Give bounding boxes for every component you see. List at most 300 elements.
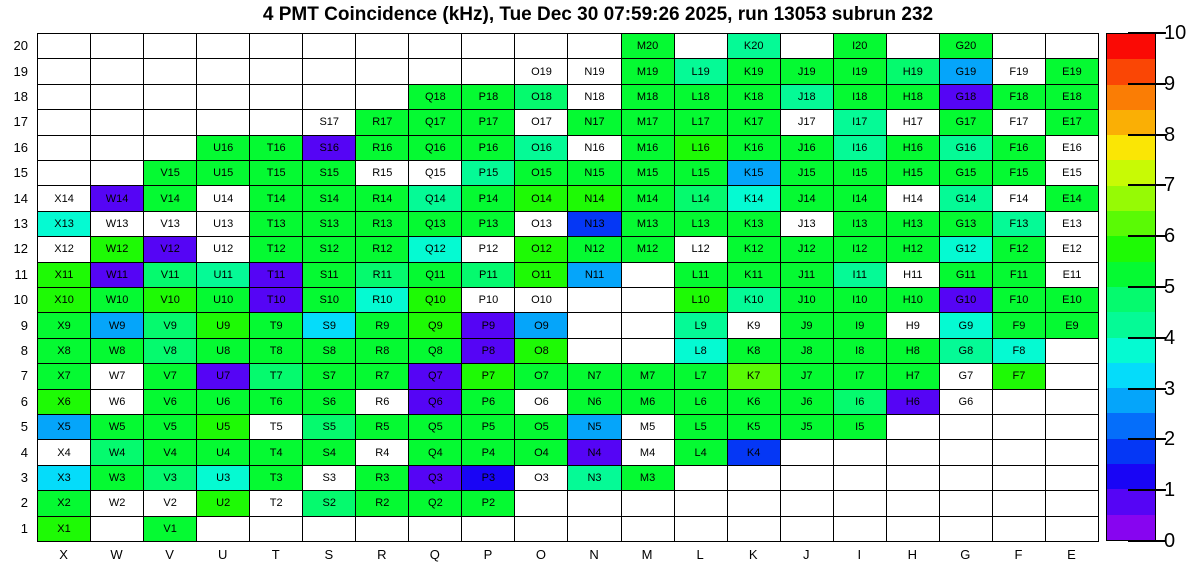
cell-label: M4: [639, 446, 656, 459]
heatmap-cell: [940, 59, 993, 84]
cell-label: Q7: [428, 370, 443, 383]
heatmap-cell: [356, 440, 409, 465]
cell-label: H14: [902, 192, 923, 205]
heatmap-cell: [409, 34, 462, 59]
heatmap-cell: [38, 85, 91, 110]
cell-label: J18: [797, 90, 816, 103]
heatmap-cell: [515, 491, 568, 516]
cell-label: N17: [584, 116, 605, 129]
plot-title: 4 PMT Coincidence (kHz), Tue Dec 30 07:59:26 2025, run 13053 subrun 232: [262, 4, 934, 25]
cell-label: X4: [57, 446, 71, 459]
heatmap-cell: [250, 136, 303, 161]
heatmap-cell: [515, 237, 568, 262]
heatmap-cell: [91, 59, 144, 84]
heatmap-cell: [834, 491, 887, 516]
heatmap-cell: [409, 517, 462, 542]
cell-label: I18: [852, 90, 868, 103]
cell-label: K17: [743, 116, 764, 129]
heatmap-cell: [622, 364, 675, 389]
heatmap-cell: [675, 288, 728, 313]
heatmap-cell: [728, 288, 781, 313]
cell-label: M13: [636, 217, 659, 230]
row-tick-label: 7: [20, 368, 28, 384]
heatmap-cell: [568, 390, 621, 415]
heatmap-cell: [462, 136, 515, 161]
cell-label: S13: [319, 217, 340, 230]
cell-label: J7: [800, 370, 813, 383]
cell-label: J19: [797, 65, 816, 78]
heatmap-cell: [409, 288, 462, 313]
cell-label: P10: [478, 294, 499, 307]
heatmap-cell: [568, 288, 621, 313]
heatmap-cell: [887, 59, 940, 84]
heatmap-cell: [91, 34, 144, 59]
heatmap-cell: [622, 491, 675, 516]
cell-label: W9: [108, 319, 126, 332]
cell-label: S7: [322, 370, 336, 383]
col-tick-label: P: [483, 547, 493, 562]
heatmap-cell: [568, 186, 621, 211]
heatmap-cell: [197, 440, 250, 465]
cell-label: T15: [266, 167, 286, 180]
heatmap-cell: [38, 110, 91, 135]
heatmap-cell: [940, 161, 993, 186]
cell-label: Q8: [428, 344, 443, 357]
cell-label: R17: [372, 116, 393, 129]
col-tick-label: Q: [429, 547, 440, 562]
heatmap-cell: [781, 313, 834, 338]
heatmap-cell: [91, 263, 144, 288]
heatmap-cell: [515, 339, 568, 364]
heatmap-cell: [515, 517, 568, 542]
heatmap-cell: [250, 491, 303, 516]
heatmap-cell: [38, 491, 91, 516]
cell-label: Q13: [424, 217, 446, 230]
heatmap-cell: [303, 59, 356, 84]
cell-label: M14: [636, 192, 659, 205]
cell-label: S15: [319, 167, 340, 180]
heatmap-cell: [622, 517, 675, 542]
cell-label: S2: [322, 497, 336, 510]
colorbar-segment: [1107, 110, 1155, 135]
heatmap-cell: [1046, 34, 1099, 59]
heatmap-cell: [993, 288, 1046, 313]
heatmap-cell: [675, 237, 728, 262]
cell-label: K5: [746, 421, 761, 434]
heatmap-cell: [409, 313, 462, 338]
heatmap-cell: [1046, 212, 1099, 237]
heatmap-cell: [462, 517, 515, 542]
row-tick-label: 4: [20, 444, 28, 460]
cell-label: X9: [57, 319, 71, 332]
cell-label: F11: [1009, 268, 1028, 281]
cell-label: H11: [903, 268, 923, 281]
cell-label: U13: [213, 217, 234, 230]
heatmap-cell: [568, 440, 621, 465]
cell-label: S3: [322, 471, 336, 484]
row-tick-label: 1: [20, 520, 28, 536]
cell-label: L11: [691, 268, 710, 281]
heatmap-cell: [144, 491, 197, 516]
cell-label: O4: [534, 446, 549, 459]
cell-label: S5: [322, 421, 336, 434]
heatmap-cell: [197, 263, 250, 288]
cell-label: J6: [800, 395, 813, 408]
heatmap-cell: [887, 263, 940, 288]
heatmap-cell: [91, 364, 144, 389]
heatmap-cell: [144, 415, 197, 440]
heatmap-cell: [91, 136, 144, 161]
heatmap-cell: [356, 517, 409, 542]
heatmap-cell: [515, 263, 568, 288]
heatmap-cell: [356, 466, 409, 491]
colorbar-tick: [1128, 286, 1166, 288]
cell-label: F9: [1012, 319, 1026, 332]
heatmap-cell: [356, 313, 409, 338]
heatmap-cell: [675, 161, 728, 186]
heatmap-cell: [38, 136, 91, 161]
cell-label: N18: [584, 90, 605, 103]
heatmap-cell: [515, 59, 568, 84]
heatmap-cell: [144, 364, 197, 389]
heatmap-cell: [197, 288, 250, 313]
colorbar-segment: [1107, 439, 1155, 464]
cell-label: S4: [322, 446, 336, 459]
cell-label: U7: [216, 370, 231, 383]
heatmap-cell: [622, 288, 675, 313]
heatmap-cell: [1046, 237, 1099, 262]
row-tick-label: 13: [13, 215, 28, 231]
heatmap-cell: [462, 440, 515, 465]
colorbar-segment: [1107, 236, 1155, 261]
heatmap-cell: [91, 161, 144, 186]
cell-label: G9: [958, 319, 974, 332]
cell-label: O5: [534, 421, 549, 434]
cell-label: P12: [478, 243, 499, 256]
heatmap-cell: [38, 263, 91, 288]
row-tick-label: 8: [20, 342, 28, 358]
cell-label: R14: [372, 192, 393, 205]
cell-label: T5: [269, 421, 283, 434]
cell-label: I5: [855, 421, 865, 434]
heatmap-cell: [887, 186, 940, 211]
heatmap-cell: [91, 466, 144, 491]
cell-label: U10: [213, 294, 234, 307]
cell-label: I20: [852, 40, 868, 53]
heatmap-cell: [887, 415, 940, 440]
heatmap-cell: [781, 364, 834, 389]
cell-label: P15: [478, 167, 499, 180]
cell-label: J10: [797, 294, 816, 307]
cell-label: I7: [855, 370, 865, 383]
cell-label: M15: [636, 167, 659, 180]
cell-label: K7: [746, 370, 761, 383]
cell-label: F7: [1012, 370, 1026, 383]
heatmap-cell: [675, 390, 728, 415]
cell-label: X2: [57, 497, 71, 510]
heatmap-cell: [303, 136, 356, 161]
heatmap-cell: [303, 466, 356, 491]
cell-label: V5: [163, 421, 177, 434]
cell-label: M19: [636, 65, 659, 78]
col-tick-label: F: [1014, 547, 1023, 562]
cell-label: T6: [269, 395, 283, 408]
colorbar-tick-label: 5: [1164, 276, 1176, 298]
heatmap-cell: [356, 491, 409, 516]
heatmap-cell: [144, 390, 197, 415]
cell-label: L16: [691, 141, 710, 154]
cell-label: R15: [372, 167, 393, 180]
heatmap-cell: [993, 339, 1046, 364]
cell-label: O3: [534, 471, 549, 484]
heatmap-cell: [462, 263, 515, 288]
heatmap-cell: [515, 136, 568, 161]
heatmap-cell: [1046, 415, 1099, 440]
colorbar-tick-label: 2: [1164, 428, 1176, 451]
heatmap-cell: [356, 110, 409, 135]
cell-label: N15: [584, 167, 605, 180]
heatmap-cell: [781, 186, 834, 211]
heatmap-cell: [144, 136, 197, 161]
heatmap-cell: [675, 364, 728, 389]
cell-label: O13: [531, 217, 552, 230]
cell-label: K4: [746, 446, 761, 459]
cell-label: X8: [57, 344, 71, 357]
heatmap-cell: [675, 136, 728, 161]
cell-label: L9: [694, 319, 707, 332]
heatmap-cell: [993, 364, 1046, 389]
colorbar-tick-label: 10: [1164, 22, 1187, 44]
cell-label: T8: [269, 344, 283, 357]
cell-label: G14: [955, 192, 977, 205]
heatmap-cell: [993, 415, 1046, 440]
cell-label: O14: [531, 192, 552, 205]
cell-label: W12: [105, 243, 129, 256]
heatmap-cell: [462, 186, 515, 211]
cell-label: J13: [797, 217, 816, 230]
heatmap-cell: [728, 364, 781, 389]
heatmap-cell: [197, 59, 250, 84]
heatmap-cell: [38, 364, 91, 389]
colorbar-tick: [1128, 235, 1166, 237]
cell-label: I19: [852, 65, 868, 78]
colorbar-segment: [1107, 186, 1155, 211]
heatmap-cell: [940, 288, 993, 313]
cell-label: E18: [1062, 90, 1082, 103]
cell-label: J11: [798, 268, 816, 281]
cell-label: K15: [743, 167, 764, 180]
cell-label: I9: [855, 319, 865, 332]
cell-label: V2: [163, 497, 177, 510]
heatmap-cell: [144, 440, 197, 465]
cell-label: V7: [163, 370, 177, 383]
cell-label: L17: [691, 116, 710, 129]
cell-label: J9: [800, 319, 813, 332]
cell-label: F16: [1009, 141, 1029, 154]
heatmap-cell: [303, 263, 356, 288]
heatmap-cell: [1046, 186, 1099, 211]
heatmap-cell: [781, 466, 834, 491]
colorbar-segment: [1107, 211, 1155, 236]
heatmap-cell: [568, 237, 621, 262]
col-tick-label: S: [324, 547, 334, 562]
cell-label: V6: [163, 395, 177, 408]
cell-label: J12: [797, 243, 816, 256]
heatmap-cell: [144, 288, 197, 313]
heatmap-cell: [622, 466, 675, 491]
heatmap-cell: [887, 212, 940, 237]
cell-label: N6: [587, 395, 602, 408]
heatmap-cell: [728, 237, 781, 262]
col-tick-label: X: [59, 547, 68, 562]
heatmap-cell: [515, 313, 568, 338]
cell-label: W2: [108, 497, 126, 510]
cell-label: I14: [852, 192, 868, 205]
heatmap-cell: [144, 110, 197, 135]
cell-label: F8: [1012, 344, 1026, 357]
heatmap-cell: [675, 212, 728, 237]
cell-label: T14: [266, 192, 286, 205]
heatmap-cell: [940, 339, 993, 364]
heatmap-cell: [622, 136, 675, 161]
heatmap-cell: [409, 186, 462, 211]
cell-label: V15: [160, 167, 180, 180]
row-tick-label: 14: [13, 190, 28, 206]
cell-label: J16: [797, 141, 816, 154]
cell-label: W13: [105, 217, 129, 230]
heatmap-cell: [303, 161, 356, 186]
heatmap-cell: [940, 364, 993, 389]
cell-label: T16: [266, 141, 286, 154]
cell-label: W5: [108, 421, 126, 434]
col-tick-label: N: [589, 547, 599, 562]
heatmap-cell: [409, 466, 462, 491]
heatmap-cell: [356, 237, 409, 262]
cell-label: R10: [372, 294, 393, 307]
cell-label: E12: [1062, 243, 1082, 256]
cell-label: U4: [216, 446, 231, 459]
heatmap-cell: [568, 263, 621, 288]
colorbar-tick: [1128, 184, 1166, 186]
heatmap-cell: [250, 263, 303, 288]
cell-label: Q12: [424, 243, 446, 256]
cell-label: S11: [319, 268, 339, 281]
heatmap-cell: [409, 491, 462, 516]
heatmap-cell: [91, 491, 144, 516]
heatmap-cell: [834, 237, 887, 262]
heatmap-cell: [781, 85, 834, 110]
cell-label: T2: [269, 497, 283, 510]
colorbar-segment: [1107, 363, 1155, 388]
cell-label: L8: [694, 344, 707, 357]
row-tick-label: 9: [20, 317, 28, 333]
heatmap-cell: [250, 59, 303, 84]
row-tick-label: 12: [13, 241, 28, 257]
row-tick-label: 17: [13, 114, 28, 130]
cell-label: Q14: [424, 192, 446, 205]
col-tick-label: K: [748, 547, 758, 562]
cell-label: K19: [743, 65, 764, 78]
heatmap-cell: [250, 34, 303, 59]
heatmap-cell: [834, 263, 887, 288]
heatmap-cell: [197, 212, 250, 237]
heatmap-cell: [197, 364, 250, 389]
cell-label: I12: [852, 243, 868, 256]
cell-label: X3: [57, 471, 71, 484]
heatmap-cell: [887, 288, 940, 313]
cell-label: H6: [905, 395, 920, 408]
heatmap-cell: [303, 34, 356, 59]
cell-label: E9: [1065, 319, 1079, 332]
heatmap-cell: [622, 237, 675, 262]
heatmap-cell: [993, 440, 1046, 465]
heatmap-cell: [197, 415, 250, 440]
heatmap-cell: [1046, 136, 1099, 161]
colorbar-tick: [1128, 134, 1166, 136]
heatmap-cell: [409, 85, 462, 110]
heatmap-cell: [515, 364, 568, 389]
colorbar-tick: [1128, 83, 1166, 85]
cell-label: V4: [163, 446, 177, 459]
cell-label: N14: [584, 192, 605, 205]
cell-label: U12: [213, 243, 234, 256]
heatmap-cell: [197, 186, 250, 211]
heatmap-cell: [515, 415, 568, 440]
heatmap-cell: [409, 59, 462, 84]
heatmap-cell: [568, 59, 621, 84]
cell-label: P3: [481, 471, 496, 484]
heatmap-cell: [515, 186, 568, 211]
heatmap-cell: [781, 136, 834, 161]
cell-label: O7: [534, 370, 549, 383]
heatmap-cell: [993, 59, 1046, 84]
cell-label: S6: [322, 395, 336, 408]
heatmap-cell: [622, 440, 675, 465]
heatmap-cell: [462, 288, 515, 313]
heatmap-cell: [887, 517, 940, 542]
heatmap-cell: [887, 136, 940, 161]
heatmap-cell: [197, 110, 250, 135]
cell-label: M20: [636, 40, 659, 53]
heatmap-cell: [91, 517, 144, 542]
heatmap-cell: [675, 110, 728, 135]
cell-label: T7: [269, 370, 283, 383]
heatmap-cell: [409, 440, 462, 465]
heatmap-cell: [38, 517, 91, 542]
cell-label: P11: [479, 268, 498, 281]
cell-label: L4: [694, 446, 707, 459]
heatmap-cell: [462, 161, 515, 186]
heatmap-cell: [303, 313, 356, 338]
col-tick-label: T: [271, 547, 280, 562]
heatmap-cell: [409, 364, 462, 389]
cell-label: F15: [1009, 167, 1029, 180]
heatmap-cell: [781, 161, 834, 186]
cell-label: O11: [531, 268, 552, 281]
heatmap-cell: [781, 34, 834, 59]
heatmap-cell: [568, 212, 621, 237]
cell-label: V10: [160, 294, 180, 307]
heatmap-cell: [462, 339, 515, 364]
heatmap-cell: [622, 34, 675, 59]
colorbar-segment: [1107, 312, 1155, 337]
heatmap-cell: [303, 415, 356, 440]
cell-label: H18: [902, 90, 923, 103]
heatmap-cell: [834, 85, 887, 110]
cell-label: M12: [636, 243, 659, 256]
cell-label: T10: [266, 294, 286, 307]
cell-label: K11: [744, 268, 764, 281]
